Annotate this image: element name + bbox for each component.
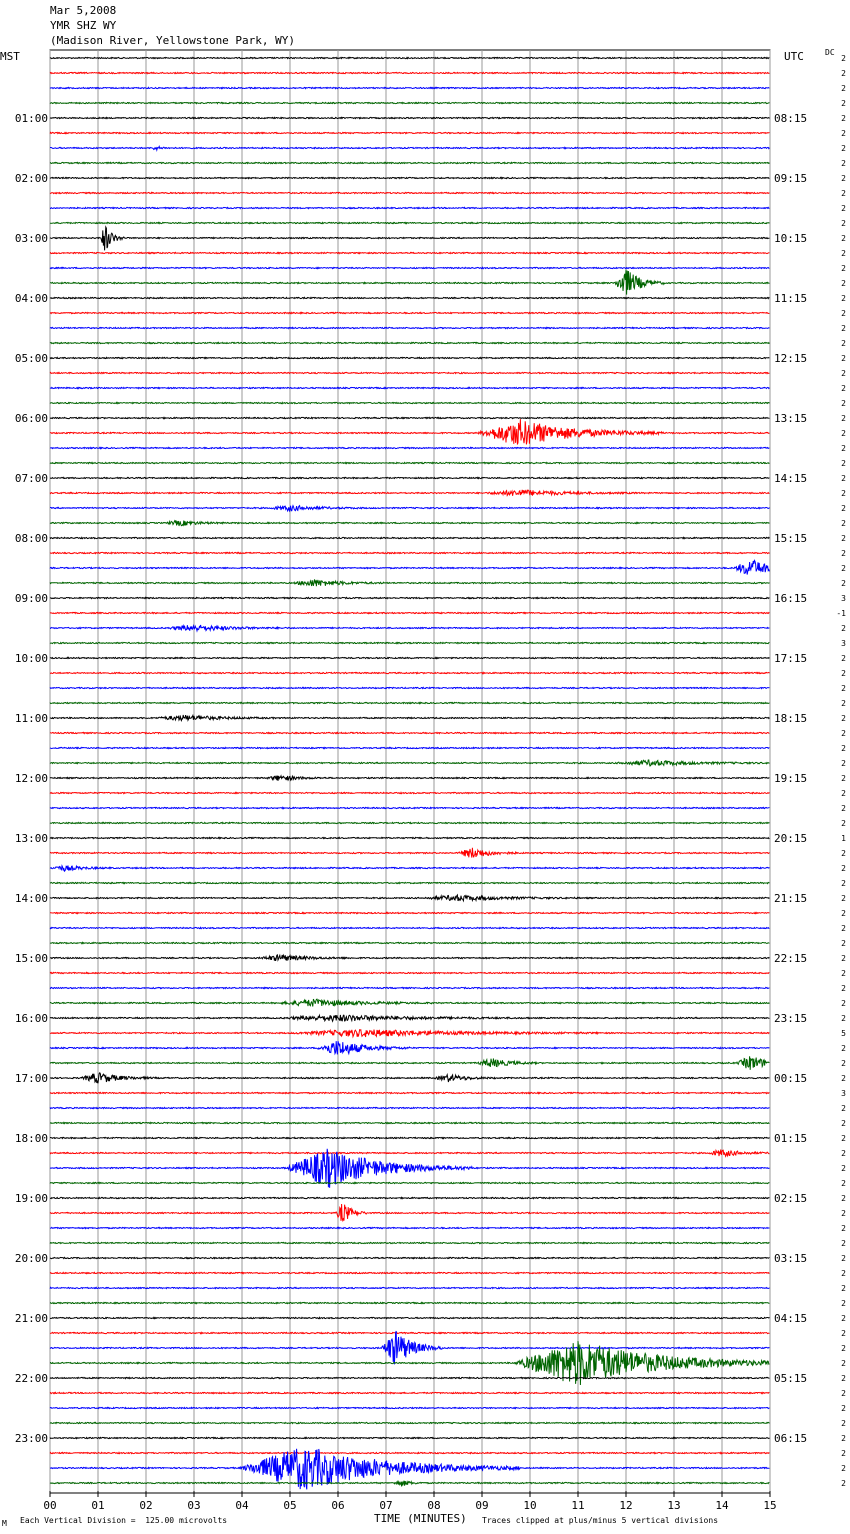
trace-dc-value: 2 bbox=[841, 384, 846, 393]
trace-dc-value: 2 bbox=[841, 654, 846, 663]
trace-dc-value: 2 bbox=[841, 894, 846, 903]
left-hour-label: 20:00 bbox=[14, 1252, 48, 1265]
x-tick-label: 14 bbox=[715, 1499, 729, 1512]
trace-dc-value: 2 bbox=[841, 909, 846, 918]
seismic-trace bbox=[50, 807, 769, 808]
right-hour-label: 18:15 bbox=[774, 712, 808, 725]
trace-dc-value: 2 bbox=[841, 294, 846, 303]
seismic-trace bbox=[50, 715, 769, 721]
seismic-trace bbox=[50, 792, 769, 793]
trace-dc-value: 2 bbox=[841, 984, 846, 993]
left-hour-label: 14:00 bbox=[14, 892, 48, 905]
trace-dc-value: 2 bbox=[841, 789, 846, 798]
x-tick-label: 05 bbox=[283, 1499, 297, 1512]
trace-dc-value: 2 bbox=[841, 879, 846, 888]
trace-dc-value: 2 bbox=[841, 1209, 846, 1218]
trace-dc-value: 2 bbox=[841, 69, 846, 78]
seismic-trace bbox=[50, 1302, 769, 1303]
seismic-trace bbox=[50, 267, 769, 268]
trace-dc-value: 2 bbox=[841, 144, 846, 153]
trace-dc-value: 2 bbox=[841, 309, 846, 318]
seismic-trace bbox=[50, 387, 769, 388]
trace-dc-value: 2 bbox=[841, 324, 846, 333]
seismic-trace bbox=[50, 972, 769, 973]
seismic-trace bbox=[50, 490, 769, 496]
plot-frame bbox=[50, 50, 770, 1493]
seismic-trace bbox=[50, 1437, 769, 1438]
seismic-trace bbox=[50, 1377, 769, 1378]
trace-dc-value: 5 bbox=[841, 1029, 846, 1038]
trace-dc-value: 2 bbox=[841, 1434, 846, 1443]
seismic-trace bbox=[50, 1257, 769, 1258]
trace-dc-value: 2 bbox=[841, 99, 846, 108]
trace-dc-value: 2 bbox=[841, 714, 846, 723]
header-location: (Madison River, Yellowstone Park, WY) bbox=[50, 34, 296, 47]
seismic-trace bbox=[50, 1197, 769, 1198]
seismic-trace bbox=[50, 987, 769, 988]
right-hour-label: 13:15 bbox=[774, 412, 808, 425]
trace-dc-value: 2 bbox=[841, 759, 846, 768]
trace-dc-value: 2 bbox=[841, 564, 846, 573]
trace-dc-value: 2 bbox=[841, 624, 846, 633]
trace-dc-value: 2 bbox=[841, 1299, 846, 1308]
x-tick-label: 15 bbox=[763, 1499, 777, 1512]
trace-dc-value: 2 bbox=[841, 129, 846, 138]
seismic-trace bbox=[50, 402, 769, 403]
seismic-trace bbox=[50, 927, 769, 928]
x-tick-label: 04 bbox=[235, 1499, 249, 1512]
seismic-trace bbox=[50, 1227, 769, 1228]
seismic-trace bbox=[50, 1481, 769, 1487]
trace-dc-value: 2 bbox=[841, 429, 846, 438]
trace-dc-value: 2 bbox=[841, 1449, 846, 1458]
seismic-trace bbox=[50, 417, 769, 418]
right-hour-label: 04:15 bbox=[774, 1312, 808, 1325]
trace-dc-value: 2 bbox=[841, 924, 846, 933]
seismic-trace bbox=[50, 560, 769, 574]
left-hour-label: 15:00 bbox=[14, 952, 48, 965]
seismic-trace bbox=[50, 776, 769, 781]
trace-dc-value: 2 bbox=[841, 999, 846, 1008]
seismic-trace bbox=[50, 520, 769, 526]
seismic-trace bbox=[50, 1015, 769, 1021]
right-hour-label: 14:15 bbox=[774, 472, 808, 485]
x-tick-label: 07 bbox=[379, 1499, 393, 1512]
seismic-trace bbox=[50, 552, 769, 553]
left-hour-label: 23:00 bbox=[14, 1432, 48, 1445]
right-hour-label: 12:15 bbox=[774, 352, 808, 365]
trace-dc-value: 2 bbox=[841, 729, 846, 738]
left-hour-label: 21:00 bbox=[14, 1312, 48, 1325]
right-hour-label: 09:15 bbox=[774, 172, 808, 185]
trace-dc-value: 2 bbox=[841, 204, 846, 213]
seismic-trace bbox=[50, 912, 769, 913]
right-hour-label: 10:15 bbox=[774, 232, 808, 245]
trace-dc-value: 2 bbox=[841, 354, 846, 363]
left-hour-label: 06:00 bbox=[14, 412, 48, 425]
trace-dc-value: 1 bbox=[841, 834, 846, 843]
trace-dc-value: 2 bbox=[841, 444, 846, 453]
seismic-trace bbox=[50, 477, 769, 478]
seismic-trace bbox=[50, 882, 769, 883]
trace-dc-value: 2 bbox=[841, 1059, 846, 1068]
left-hour-label: 08:00 bbox=[14, 532, 48, 545]
right-timezone-label: UTC bbox=[784, 50, 804, 63]
seismic-trace bbox=[50, 866, 769, 872]
right-hour-label: 16:15 bbox=[774, 592, 808, 605]
seismic-trace bbox=[50, 252, 769, 253]
trace-dc-value: 2 bbox=[841, 459, 846, 468]
trace-dc-value: 2 bbox=[841, 549, 846, 558]
trace-dc-value: 2 bbox=[841, 234, 846, 243]
header-date: Mar 5,2008 bbox=[50, 4, 117, 17]
seismic-trace bbox=[50, 955, 769, 961]
seismic-trace bbox=[50, 1137, 769, 1138]
left-hour-label: 17:00 bbox=[14, 1072, 48, 1085]
trace-dc-value: 2 bbox=[841, 264, 846, 273]
left-hour-label: 18:00 bbox=[14, 1132, 48, 1145]
trace-dc-value: 2 bbox=[841, 504, 846, 513]
trace-dc-value: 2 bbox=[841, 84, 846, 93]
seismic-trace bbox=[50, 1287, 769, 1288]
trace-dc-value: 2 bbox=[841, 969, 846, 978]
x-axis-title: TIME (MINUTES) bbox=[374, 1512, 467, 1525]
seismic-trace bbox=[50, 312, 769, 313]
trace-dc-value: 2 bbox=[841, 159, 846, 168]
seismic-trace bbox=[50, 702, 769, 703]
right-hour-label: 11:15 bbox=[774, 292, 808, 305]
seismic-trace bbox=[50, 895, 769, 901]
trace-dc-value: 3 bbox=[841, 594, 846, 603]
left-hour-label: 03:00 bbox=[14, 232, 48, 245]
trace-dc-value: 2 bbox=[841, 399, 846, 408]
seismic-trace bbox=[50, 357, 769, 358]
left-hour-label: 22:00 bbox=[14, 1372, 48, 1385]
seismic-trace bbox=[50, 447, 769, 448]
trace-dc-value: 2 bbox=[841, 1479, 846, 1488]
seismic-trace bbox=[50, 1392, 769, 1393]
right-hour-label: 05:15 bbox=[774, 1372, 808, 1385]
trace-dc-value: 2 bbox=[841, 1149, 846, 1158]
right-hour-label: 01:15 bbox=[774, 1132, 808, 1145]
trace-dc-value: 2 bbox=[841, 1119, 846, 1128]
right-hour-label: 22:15 bbox=[774, 952, 808, 965]
seismic-trace bbox=[50, 837, 769, 838]
trace-dc-value: 2 bbox=[841, 219, 846, 228]
seismic-trace bbox=[50, 732, 769, 733]
trace-dc-value: 2 bbox=[841, 1104, 846, 1113]
seismic-trace bbox=[50, 1056, 769, 1070]
seismic-trace bbox=[50, 1317, 769, 1318]
seismic-trace bbox=[50, 642, 769, 643]
trace-dc-value: 2 bbox=[841, 1374, 846, 1383]
trace-dc-value: 3 bbox=[841, 1089, 846, 1098]
trace-dc-value: 2 bbox=[841, 339, 846, 348]
seismic-trace bbox=[50, 942, 769, 943]
trace-dc-value: 2 bbox=[841, 864, 846, 873]
left-hour-label: 09:00 bbox=[14, 592, 48, 605]
seismic-trace bbox=[50, 297, 769, 298]
seismic-trace bbox=[50, 579, 769, 586]
corner-mark: M bbox=[2, 1519, 7, 1528]
seismic-trace bbox=[50, 657, 769, 658]
seismic-trace bbox=[50, 192, 769, 193]
trace-dc-value: 2 bbox=[841, 699, 846, 708]
seismic-trace bbox=[50, 1149, 769, 1188]
trace-dc-value: -1 bbox=[836, 609, 846, 618]
trace-dc-value: 2 bbox=[841, 1179, 846, 1188]
left-hour-label: 16:00 bbox=[14, 1012, 48, 1025]
seismic-trace bbox=[50, 342, 769, 343]
seismic-trace bbox=[50, 612, 769, 613]
seismic-trace bbox=[50, 87, 769, 88]
trace-dc-value: 2 bbox=[841, 939, 846, 948]
seismic-trace bbox=[50, 270, 769, 295]
seismic-trace bbox=[50, 1073, 769, 1084]
trace-dc-value: 2 bbox=[841, 519, 846, 528]
trace-dc-value: 2 bbox=[841, 1254, 846, 1263]
left-hour-label: 12:00 bbox=[14, 772, 48, 785]
trace-dc-value: 2 bbox=[841, 1074, 846, 1083]
x-tick-label: 10 bbox=[523, 1499, 537, 1512]
trace-dc-value: 2 bbox=[841, 579, 846, 588]
right-hour-label: 21:15 bbox=[774, 892, 808, 905]
trace-dc-value: 2 bbox=[841, 1014, 846, 1023]
dc-label: DC bbox=[825, 48, 835, 57]
trace-dc-value: 2 bbox=[841, 744, 846, 753]
seismic-trace bbox=[50, 462, 769, 463]
right-hour-label: 06:15 bbox=[774, 1432, 808, 1445]
seismic-trace bbox=[50, 227, 769, 250]
seismic-trace bbox=[50, 1092, 769, 1093]
trace-dc-value: 2 bbox=[841, 1389, 846, 1398]
trace-dc-value: 2 bbox=[841, 369, 846, 378]
seismic-trace bbox=[50, 327, 769, 328]
trace-dc-value: 2 bbox=[841, 54, 846, 63]
trace-dc-value: 2 bbox=[841, 474, 846, 483]
seismic-trace bbox=[50, 146, 769, 150]
trace-dc-value: 2 bbox=[841, 414, 846, 423]
seismic-trace bbox=[50, 1242, 769, 1243]
left-hour-label: 19:00 bbox=[14, 1192, 48, 1205]
trace-dc-value: 2 bbox=[841, 774, 846, 783]
seismic-trace bbox=[50, 1452, 769, 1453]
x-tick-label: 03 bbox=[187, 1499, 201, 1512]
trace-dc-value: 2 bbox=[841, 1314, 846, 1323]
right-hour-label: 23:15 bbox=[774, 1012, 808, 1025]
trace-dc-value: 2 bbox=[841, 489, 846, 498]
seismic-trace bbox=[50, 687, 769, 688]
trace-dc-value: 2 bbox=[841, 1344, 846, 1353]
trace-dc-value: 2 bbox=[841, 849, 846, 858]
left-hour-label: 04:00 bbox=[14, 292, 48, 305]
trace-dc-value: 2 bbox=[841, 669, 846, 678]
x-tick-label: 12 bbox=[619, 1499, 633, 1512]
trace-dc-value: 2 bbox=[841, 1419, 846, 1428]
trace-dc-value: 2 bbox=[841, 534, 846, 543]
trace-dc-value: 2 bbox=[841, 114, 846, 123]
left-hour-label: 10:00 bbox=[14, 652, 48, 665]
seismic-trace bbox=[50, 1407, 769, 1408]
seismic-trace bbox=[50, 1331, 769, 1364]
trace-dc-value: 3 bbox=[841, 639, 846, 648]
trace-dc-value: 2 bbox=[841, 1164, 846, 1173]
right-hour-label: 00:15 bbox=[774, 1072, 808, 1085]
seismic-trace bbox=[50, 117, 769, 118]
seismic-trace bbox=[50, 1182, 769, 1183]
x-tick-label: 11 bbox=[571, 1499, 585, 1512]
trace-dc-value: 2 bbox=[841, 174, 846, 183]
seismic-trace bbox=[50, 506, 769, 511]
seismic-trace bbox=[50, 1107, 769, 1108]
seismic-trace bbox=[50, 1204, 769, 1221]
header-station: YMR SHZ WY bbox=[50, 19, 117, 32]
trace-dc-value: 2 bbox=[841, 1134, 846, 1143]
seismic-trace bbox=[50, 537, 769, 538]
seismic-trace bbox=[50, 672, 769, 673]
trace-dc-value: 2 bbox=[841, 279, 846, 288]
x-tick-label: 09 bbox=[475, 1499, 489, 1512]
seismic-trace bbox=[50, 162, 769, 163]
trace-dc-value: 2 bbox=[841, 1224, 846, 1233]
trace-dc-value: 2 bbox=[841, 819, 846, 828]
right-hour-label: 02:15 bbox=[774, 1192, 808, 1205]
seismic-trace bbox=[50, 57, 769, 58]
seismic-trace bbox=[50, 625, 769, 631]
right-hour-label: 08:15 bbox=[774, 112, 808, 125]
right-hour-label: 03:15 bbox=[774, 1252, 808, 1265]
trace-dc-value: 2 bbox=[841, 1404, 846, 1413]
x-tick-label: 01 bbox=[91, 1499, 105, 1512]
trace-dc-value: 2 bbox=[841, 1284, 846, 1293]
seismic-trace bbox=[50, 597, 769, 598]
x-tick-label: 00 bbox=[43, 1499, 57, 1512]
trace-dc-value: 2 bbox=[841, 189, 846, 198]
trace-dc-value: 2 bbox=[841, 1269, 846, 1278]
seismic-trace bbox=[50, 1422, 769, 1423]
trace-dc-value: 2 bbox=[841, 1359, 846, 1368]
trace-dc-value: 2 bbox=[841, 1239, 846, 1248]
seismic-trace bbox=[50, 1030, 769, 1037]
trace-dc-value: 2 bbox=[841, 1194, 846, 1203]
seismic-trace bbox=[50, 822, 769, 823]
right-hour-label: 19:15 bbox=[774, 772, 808, 785]
left-hour-label: 01:00 bbox=[14, 112, 48, 125]
left-hour-label: 13:00 bbox=[14, 832, 48, 845]
seismic-trace bbox=[50, 72, 769, 73]
seismic-trace bbox=[50, 999, 769, 1006]
seismic-trace bbox=[50, 132, 769, 133]
x-tick-label: 08 bbox=[427, 1499, 441, 1512]
trace-dc-value: 2 bbox=[841, 1329, 846, 1338]
right-hour-label: 15:15 bbox=[774, 532, 808, 545]
seismic-trace bbox=[50, 1150, 769, 1157]
left-hour-label: 05:00 bbox=[14, 352, 48, 365]
seismic-trace bbox=[50, 747, 769, 748]
seismic-trace bbox=[50, 207, 769, 208]
trace-dc-value: 2 bbox=[841, 954, 846, 963]
right-hour-label: 17:15 bbox=[774, 652, 808, 665]
seismic-trace bbox=[50, 372, 769, 373]
left-timezone-label: MST bbox=[0, 50, 20, 63]
trace-dc-value: 2 bbox=[841, 1044, 846, 1053]
seismic-trace bbox=[50, 760, 769, 766]
x-tick-label: 13 bbox=[667, 1499, 681, 1512]
seismic-trace bbox=[50, 848, 769, 858]
clip-note: Traces clipped at plus/minus 5 vertical divisions bbox=[482, 1516, 719, 1525]
scale-note: Each Vertical Division = 125.00 microvolts bbox=[20, 1516, 228, 1525]
seismic-trace bbox=[50, 419, 769, 444]
seismic-trace bbox=[50, 177, 769, 178]
seismic-trace bbox=[50, 102, 769, 103]
trace-dc-value: 2 bbox=[841, 684, 846, 693]
trace-dc-value: 2 bbox=[841, 249, 846, 258]
left-hour-label: 11:00 bbox=[14, 712, 48, 725]
seismic-trace bbox=[50, 1122, 769, 1123]
seismic-trace bbox=[50, 1332, 769, 1333]
right-hour-label: 20:15 bbox=[774, 832, 808, 845]
x-tick-label: 06 bbox=[331, 1499, 345, 1512]
x-tick-label: 02 bbox=[139, 1499, 153, 1512]
trace-dc-value: 2 bbox=[841, 804, 846, 813]
trace-dc-value: 2 bbox=[841, 1464, 846, 1473]
seismic-trace bbox=[50, 222, 769, 223]
seismic-trace bbox=[50, 1041, 769, 1054]
left-hour-label: 07:00 bbox=[14, 472, 48, 485]
left-hour-label: 02:00 bbox=[14, 172, 48, 185]
seismic-trace bbox=[50, 1272, 769, 1273]
